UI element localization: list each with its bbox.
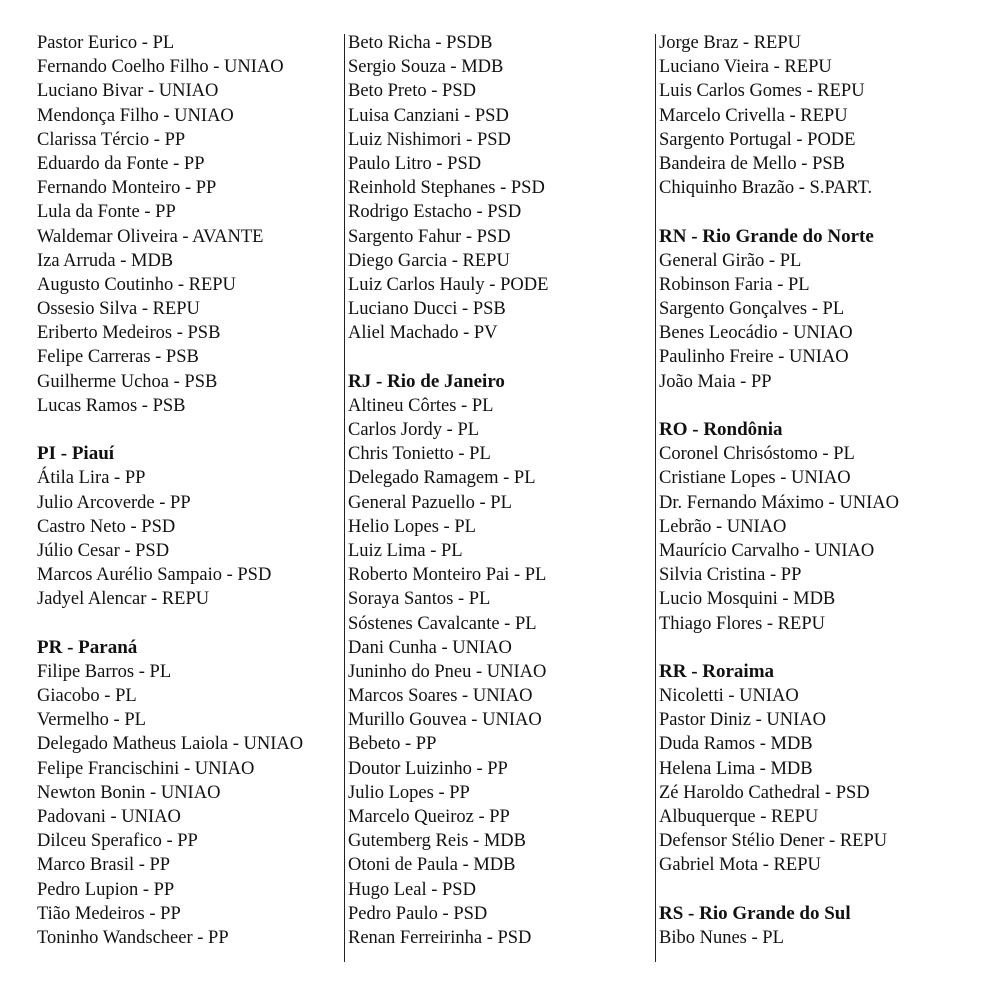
- deputy-entry: Helio Lopes - PL: [348, 516, 476, 537]
- column-3: [659, 31, 989, 950]
- state-heading: RJ - Rio de Janeiro: [348, 370, 505, 392]
- deputy-entry: Cristiane Lopes - UNIAO: [659, 468, 851, 489]
- deputy-entry: Coronel Chrisóstomo - PL: [659, 444, 855, 465]
- column-divider: [655, 34, 656, 962]
- deputy-entry: Chiquinho Brazão - S.PART.: [659, 178, 873, 199]
- deputy-entry: Delegado Matheus Laiola - UNIAO: [37, 734, 304, 755]
- deputy-entry: Jorge Braz - REPU: [659, 33, 801, 53]
- deputy-entry: Pedro Lupion - PP: [37, 879, 175, 900]
- deputy-entry: Bibo Nunes - PL: [659, 927, 784, 948]
- deputy-entry: Pastor Diniz - UNIAO: [659, 710, 826, 731]
- state-heading: RN - Rio Grande do Norte: [659, 225, 874, 247]
- deputy-entry: Giacobo - PL: [37, 686, 137, 707]
- deputy-entry: Bebeto - PP: [348, 734, 437, 755]
- deputy-entry: Dilceu Sperafico - PP: [37, 831, 198, 852]
- state-heading: RO - Rondônia: [659, 419, 783, 440]
- deputy-entry: Chris Tonietto - PL: [348, 444, 491, 465]
- deputy-entry: Diego Garcia - REPU: [348, 250, 510, 271]
- deputy-entry: Sóstenes Cavalcante - PL: [348, 613, 537, 634]
- column-1: [37, 31, 337, 950]
- section-spacer: [659, 636, 989, 660]
- deputy-entry: Marco Brasil - PP: [37, 855, 171, 876]
- deputy-entry: Marcos Soares - UNIAO: [348, 686, 533, 707]
- deputy-entry: Iza Arruda - MDB: [37, 250, 174, 271]
- deputy-entry: Paulinho Freire - UNIAO: [659, 347, 849, 368]
- deputy-entry: Luisa Canziani - PSD: [348, 105, 509, 126]
- deputy-entry: Helena Lima - MDB: [659, 758, 813, 779]
- deputy-entry: Lucio Mosquini - MDB: [659, 589, 836, 610]
- deputy-entry: Paulo Litro - PSD: [348, 153, 482, 174]
- section-spacer: [659, 200, 989, 224]
- deputy-entry: Roberto Monteiro Pai - PL: [348, 565, 547, 586]
- deputy-entry: Luiz Nishimori - PSD: [348, 129, 511, 150]
- deputy-entry: Gutemberg Reis - MDB: [348, 831, 526, 852]
- section-spacer: [37, 418, 337, 442]
- deputy-entry: Sargento Portugal - PODE: [659, 129, 856, 150]
- deputy-entry: Júlio Cesar - PSD: [37, 540, 170, 561]
- deputy-entry: Renan Ferreirinha - PSD: [348, 927, 532, 948]
- deputy-entry: Carlos Jordy - PL: [348, 420, 480, 440]
- deputy-entry: Beto Richa - PSDB: [348, 33, 493, 53]
- deputy-entry: Luciano Ducci - PSB: [348, 299, 506, 320]
- deputy-entry: Átila Lira - PP: [37, 468, 146, 489]
- section-spacer: [348, 345, 648, 369]
- deputy-entry: Marcos Aurélio Sampaio - PSD: [37, 565, 272, 586]
- deputy-entry: Lula da Fonte - PP: [37, 202, 176, 223]
- deputy-entry: Padovani - UNIAO: [37, 807, 181, 827]
- deputy-entry: Luis Carlos Gomes - REPU: [659, 81, 865, 102]
- deputy-entry: Luiz Carlos Hauly - PODE: [348, 274, 549, 295]
- deputy-entry: Luciano Vieira - REPU: [659, 57, 832, 78]
- deputy-entry: Dr. Fernando Máximo - UNIAO: [659, 492, 899, 513]
- deputy-entry: Otoni de Paula - MDB: [348, 855, 516, 876]
- deputy-entry: Jadyel Alencar - REPU: [37, 589, 210, 610]
- deputy-entry: Fernando Monteiro - PP: [37, 178, 217, 199]
- deputy-entry: Pedro Paulo - PSD: [348, 903, 488, 924]
- deputy-entry: Zé Haroldo Cathedral - PSD: [659, 782, 870, 803]
- deputy-entry: Aliel Machado - PV: [348, 323, 498, 344]
- deputy-entry: Julio Arcoverde - PP: [37, 492, 191, 513]
- deputy-entry: Nicoletti - UNIAO: [659, 686, 799, 707]
- deputy-entry: Silvia Cristina - PP: [659, 565, 802, 586]
- deputy-entry: Albuquerque - REPU: [659, 807, 819, 827]
- deputy-entry: Augusto Coutinho - REPU: [37, 274, 236, 295]
- state-heading: RS - Rio Grande do Sul: [659, 902, 851, 924]
- deputy-entry: Sargento Gonçalves - PL: [659, 299, 845, 320]
- deputy-entry: João Maia - PP: [659, 371, 772, 392]
- deputy-entry: Waldemar Oliveira - AVANTE: [37, 226, 264, 247]
- deputy-entry: Eduardo da Fonte - PP: [37, 153, 205, 174]
- deputy-entry: Altineu Côrtes - PL: [348, 395, 494, 416]
- deputy-entry: Defensor Stélio Dener - REPU: [659, 831, 888, 852]
- section-spacer: [37, 612, 337, 636]
- deputy-entry: Eriberto Medeiros - PSB: [37, 323, 221, 344]
- deputy-entry: General Girão - PL: [659, 250, 802, 271]
- state-heading: PR - Paraná: [37, 636, 138, 658]
- deputy-entry: Ossesio Silva - REPU: [37, 299, 200, 320]
- deputy-entry: Marcelo Queiroz - PP: [348, 807, 510, 827]
- state-heading: PI - Piauí: [37, 443, 115, 465]
- deputy-entry: Benes Leocádio - UNIAO: [659, 323, 853, 344]
- deputy-entry: Julio Lopes - PP: [348, 782, 470, 803]
- column-2: [348, 31, 648, 950]
- section-spacer: [659, 394, 989, 418]
- deputy-entry: Vermelho - PL: [37, 710, 146, 731]
- deputy-entry: Clarissa Tércio - PP: [37, 129, 186, 150]
- deputy-entry: Delegado Ramagem - PL: [348, 468, 536, 489]
- deputy-entry: Castro Neto - PSD: [37, 516, 176, 537]
- deputy-entry: General Pazuello - PL: [348, 492, 512, 513]
- deputy-entry: Sargento Fahur - PSD: [348, 226, 511, 247]
- deputy-entry: Filipe Barros - PL: [37, 661, 172, 682]
- deputy-entry: Rodrigo Estacho - PSD: [348, 202, 522, 223]
- deputy-entry: Felipe Carreras - PSB: [37, 347, 199, 368]
- deputy-entry: Bandeira de Mello - PSB: [659, 153, 846, 174]
- deputy-entry: Reinhold Stephanes - PSD: [348, 178, 545, 199]
- deputy-entry: Luciano Bivar - UNIAO: [37, 81, 219, 102]
- deputy-entry: Soraya Santos - PL: [348, 589, 491, 610]
- deputy-entry: Murillo Gouvea - UNIAO: [348, 710, 542, 731]
- deputy-entry: Beto Preto - PSD: [348, 81, 476, 102]
- deputy-entry: Juninho do Pneu - UNIAO: [348, 661, 547, 682]
- state-heading: RR - Roraima: [659, 660, 775, 682]
- deputy-entry: Dani Cunha - UNIAO: [348, 637, 512, 658]
- deputy-entry: Mendonça Filho - UNIAO: [37, 105, 234, 126]
- deputy-entry: Toninho Wandscheer - PP: [37, 927, 229, 948]
- deputy-entry: Pastor Eurico - PL: [37, 33, 175, 53]
- deputy-entry: Hugo Leal - PSD: [348, 879, 476, 900]
- deputy-entry: Guilherme Uchoa - PSB: [37, 371, 218, 392]
- deputy-entry: Marcelo Crivella - REPU: [659, 105, 848, 126]
- section-spacer: [659, 878, 989, 902]
- deputy-entry: Newton Bonin - UNIAO: [37, 782, 221, 803]
- deputy-entry: Duda Ramos - MDB: [659, 734, 813, 755]
- deputy-entry: Thiago Flores - REPU: [659, 613, 825, 634]
- deputy-entry: Robinson Faria - PL: [659, 274, 810, 295]
- deputy-entry: Felipe Francischini - UNIAO: [37, 758, 255, 779]
- deputy-entry: Sergio Souza - MDB: [348, 57, 504, 78]
- deputy-entry: Luiz Lima - PL: [348, 540, 463, 561]
- deputy-entry: Maurício Carvalho - UNIAO: [659, 540, 875, 561]
- deputy-entry: Gabriel Mota - REPU: [659, 855, 821, 876]
- column-divider: [344, 34, 345, 962]
- deputy-entry: Lucas Ramos - PSB: [37, 395, 186, 416]
- deputy-entry: Doutor Luizinho - PP: [348, 758, 508, 779]
- deputy-entry: Lebrão - UNIAO: [659, 516, 787, 537]
- deputy-entry: Tião Medeiros - PP: [37, 903, 181, 924]
- deputy-entry: Fernando Coelho Filho - UNIAO: [37, 57, 284, 78]
